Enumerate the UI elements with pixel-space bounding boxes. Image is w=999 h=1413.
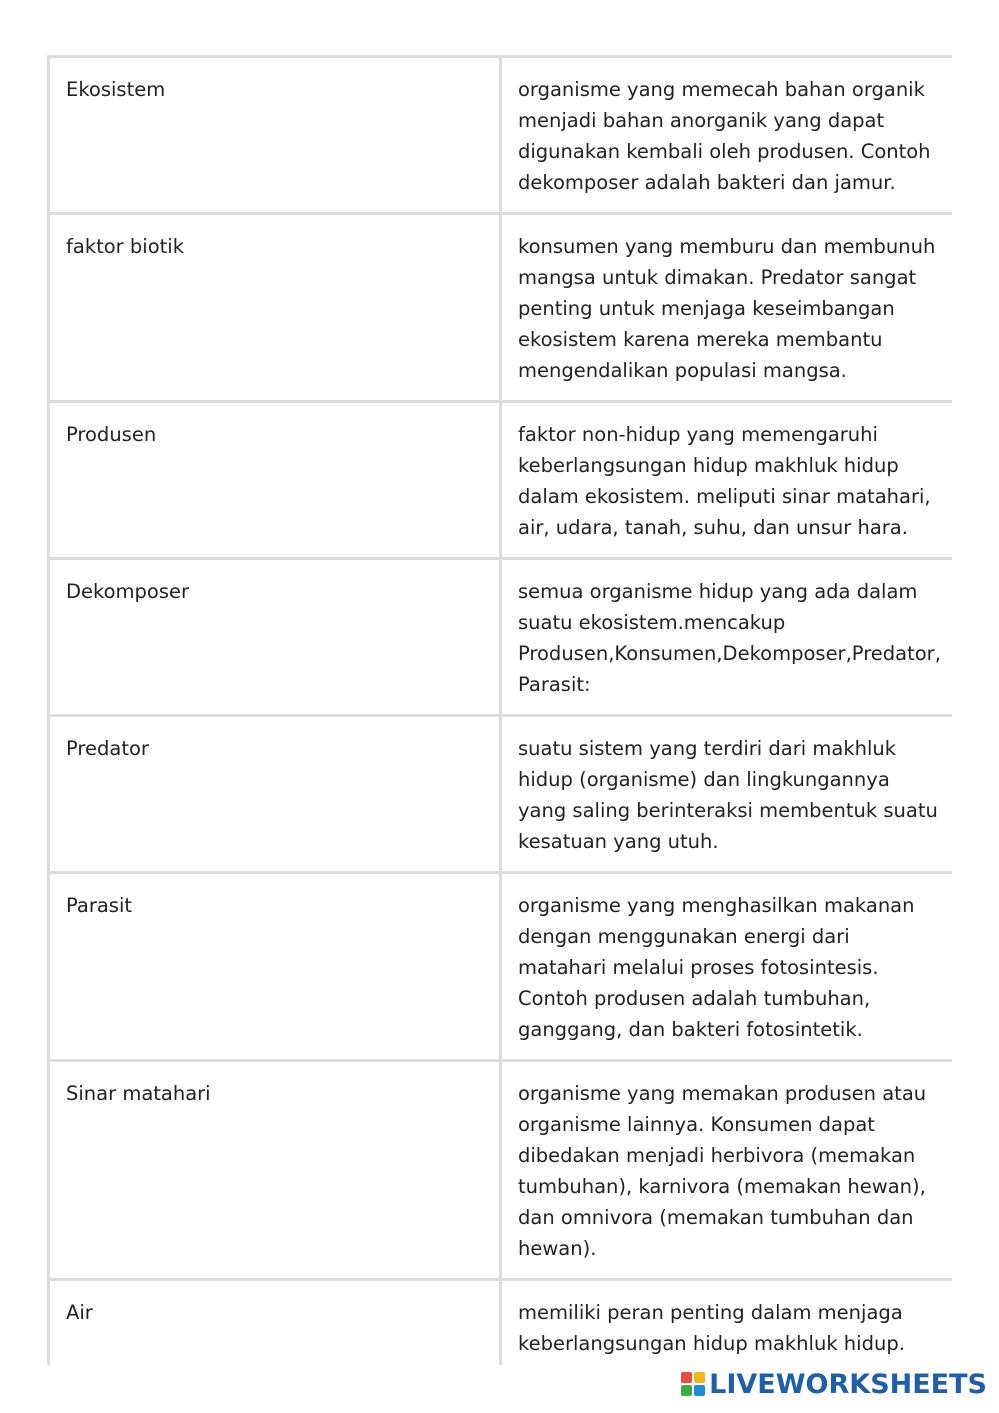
table-row bbox=[49, 57, 953, 214]
table-row bbox=[49, 1280, 953, 1366]
definition-cell: organisme yang memecah bahan organik menjadi bahan anorganik yang dapat digunakan kembali oleh produsen. Contoh dekomposer adalah bakteri dan jamur. bbox=[501, 57, 953, 214]
table-row bbox=[49, 214, 953, 402]
term-cell: Produsen bbox=[49, 402, 501, 559]
term-cell: Air bbox=[49, 1280, 501, 1366]
table-row bbox=[49, 559, 953, 716]
worksheet-area bbox=[47, 55, 952, 1365]
logo-square-yellow bbox=[694, 1372, 705, 1383]
term-cell: Sinar matahari bbox=[49, 1061, 501, 1280]
definition-cell: memiliki peran penting dalam menjaga keberlangsungan hidup makhluk hidup. bbox=[501, 1280, 953, 1366]
definition-cell: konsumen yang memburu dan membunuh mangsa untuk dimakan. Predator sangat penting untuk menjaga keseimbangan ekosistem karena mereka membantu mengendalikan populasi mangsa. bbox=[501, 214, 953, 402]
logo-square-green bbox=[681, 1385, 692, 1396]
brand-name: LIVEWORKSHEETS bbox=[709, 1368, 987, 1400]
logo-square-blue bbox=[694, 1385, 705, 1396]
table-row bbox=[49, 716, 953, 873]
liveworksheets-brand[interactable] bbox=[681, 1369, 987, 1399]
logo-square-red bbox=[681, 1372, 692, 1383]
definition-cell: organisme yang menghasilkan makanan dengan menggunakan energi dari matahari melalui proses fotosintesis. Contoh produsen adalah tumbuhan, ganggang, dan bakteri fotosintetik. bbox=[501, 873, 953, 1061]
definition-cell: organisme yang memakan produsen atau organisme lainnya. Konsumen dapat dibedakan menjadi herbivora (memakan tumbuhan), karnivora (memakan hewan), dan omnivora (memakan tumbuhan dan hewan). bbox=[501, 1061, 953, 1280]
matching-table bbox=[47, 55, 952, 1365]
table-row bbox=[49, 873, 953, 1061]
term-cell: Ekosistem bbox=[49, 57, 501, 214]
term-cell: Parasit bbox=[49, 873, 501, 1061]
definition-cell: faktor non-hidup yang memengaruhi keberlangsungan hidup makhluk hidup dalam ekosistem. meliputi sinar matahari, air, udara, tanah, suhu, dan unsur hara. bbox=[501, 402, 953, 559]
table-row bbox=[49, 1061, 953, 1280]
liveworksheets-logo-icon bbox=[681, 1372, 705, 1396]
term-cell: Predator bbox=[49, 716, 501, 873]
table-row bbox=[49, 402, 953, 559]
term-cell: faktor biotik bbox=[49, 214, 501, 402]
definition-cell: suatu sistem yang terdiri dari makhluk hidup (organisme) dan lingkungannya yang saling berinteraksi membentuk suatu kesatuan yang utuh. bbox=[501, 716, 953, 873]
definition-cell: semua organisme hidup yang ada dalam suatu ekosistem.mencakup Produsen,Konsumen,Dekomposer,Predator, Parasit: bbox=[501, 559, 953, 716]
term-cell: Dekomposer bbox=[49, 559, 501, 716]
